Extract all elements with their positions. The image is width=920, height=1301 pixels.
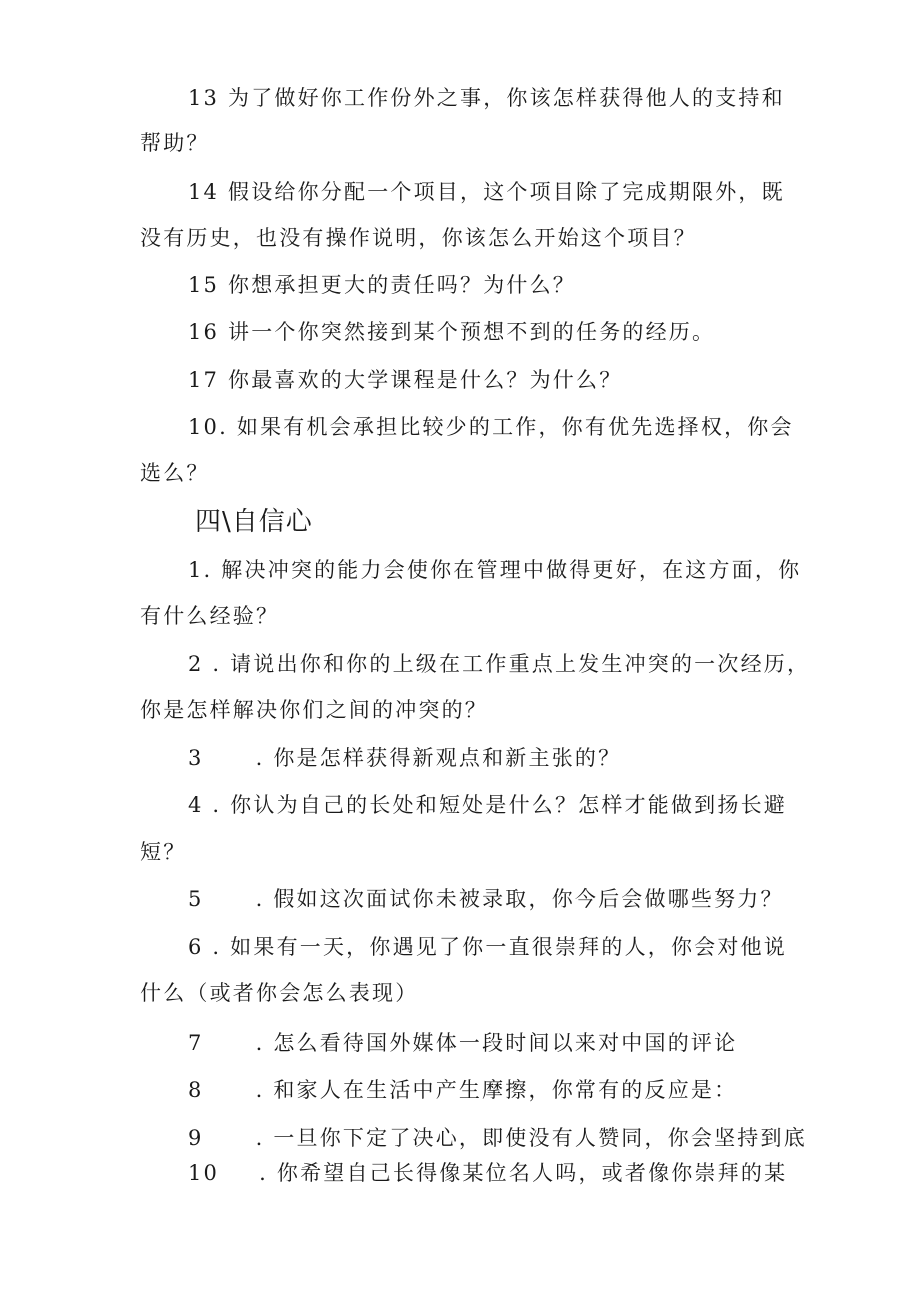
confidence-item-6-line-1: 6 . 如果有一天，你遇见了你一直很崇拜的人，你会对他说 xyxy=(188,935,787,959)
item-text: . 和家人在生活中产生摩擦，你常有的反应是： xyxy=(255,1078,738,1102)
item-number: 9 xyxy=(188,1126,204,1150)
item-number: 10 xyxy=(188,1161,220,1185)
confidence-item-9 xyxy=(188,1123,807,1153)
question-15: 15 你想承担更大的责任吗？为什么？ xyxy=(188,273,576,297)
confidence-item-4-line-1: 4 . 你认为自己的长处和短处是什么？怎样才能做到扬长避 xyxy=(188,793,787,817)
confidence-item-10 xyxy=(188,1158,787,1188)
question-16: 16 讲一个你突然接到某个预想不到的任务的经历。 xyxy=(188,320,716,344)
confidence-item-1-line-1: 1. 解决冲突的能力会使你在管理中做得更好，在这方面，你 xyxy=(188,558,802,582)
item-number: 8 xyxy=(188,1078,204,1102)
item-text: . 一旦你下定了决心，即使没有人赞同，你会坚持到底 xyxy=(255,1126,807,1150)
confidence-item-8 xyxy=(188,1075,737,1105)
item-text: . 你是怎样获得新观点和新主张的？ xyxy=(255,746,622,770)
confidence-item-5 xyxy=(188,884,784,914)
question-10-prev-line-1: 10. 如果有机会承担比较少的工作，你有优先选择权，你会 xyxy=(188,415,794,439)
item-text: . 假如这次面试你未被录取，你今后会做哪些努力？ xyxy=(255,887,784,911)
item-text: . 怎么看待国外媒体一段时间以来对中国的评论 xyxy=(255,1031,738,1055)
question-10-prev-line-2: 选么？ xyxy=(140,461,210,485)
confidence-item-4-line-2: 短？ xyxy=(140,840,187,864)
section-heading: 四\自信心 xyxy=(195,507,313,537)
question-13-line-2: 帮助？ xyxy=(140,131,210,155)
question-14-line-2: 没有历史，也没有操作说明，你该怎么开始这个项目？ xyxy=(140,226,697,250)
confidence-item-2-line-2: 你是怎样解决你们之间的冲突的？ xyxy=(140,698,488,722)
confidence-item-7 xyxy=(188,1028,737,1058)
confidence-item-1-line-2: 有什么经验？ xyxy=(140,604,280,628)
question-14-line-1: 14 假设给你分配一个项目，这个项目除了完成期限外，既 xyxy=(188,180,785,204)
item-text: . 你希望自己长得像某位名人吗，或者像你崇拜的某 xyxy=(259,1161,788,1185)
confidence-item-6-line-2: 什么（或者你会怎么表现） xyxy=(140,981,419,1005)
confidence-item-3 xyxy=(188,743,621,773)
question-13-line-1: 13 为了做好你工作份外之事，你该怎样获得他人的支持和 xyxy=(188,86,785,110)
item-number: 7 xyxy=(188,1031,204,1055)
item-number: 5 xyxy=(188,887,204,911)
confidence-item-2-line-1: 2 . 请说出你和你的上级在工作重点上发生冲突的一次经历， xyxy=(188,652,811,676)
item-number: 3 xyxy=(188,746,204,770)
question-17: 17 你最喜欢的大学课程是什么？为什么？ xyxy=(188,368,623,392)
